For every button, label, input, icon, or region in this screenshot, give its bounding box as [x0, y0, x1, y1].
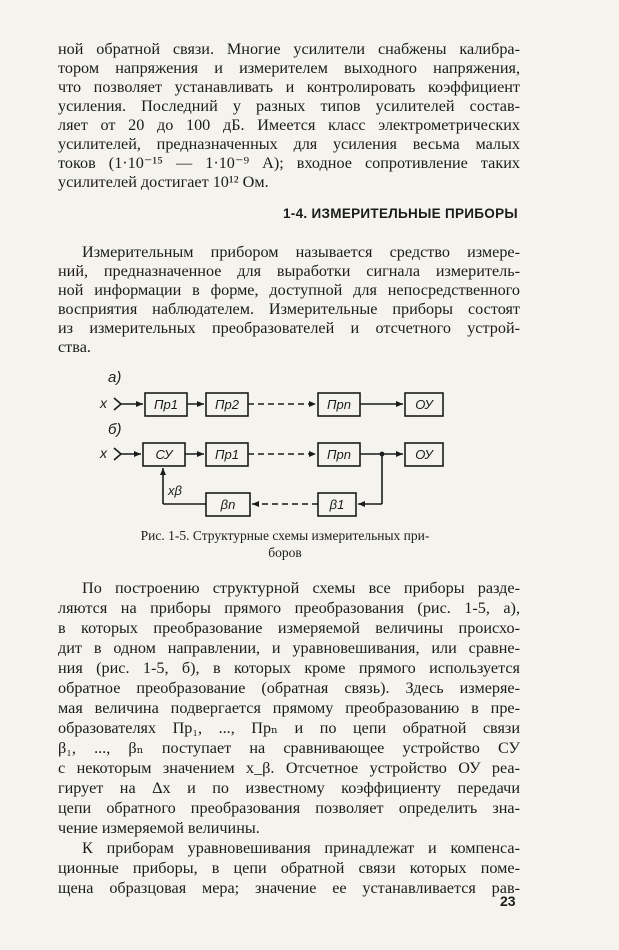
text-line: ляются на приборы прямого преобразования (рис. 1-5, а),	[58, 599, 520, 617]
block-pr1: Пр1	[154, 397, 178, 412]
text-line: ной обратной связи. Многие усилители снабжены калибра-	[58, 40, 520, 58]
text-line: ционные приборы, в цепи обратной связи которых поме-	[58, 859, 520, 877]
text-line: дит в одном направлении, и уравновешивания, или сравне-	[58, 639, 520, 657]
figure-label-b: б)	[108, 421, 122, 438]
figure-caption: Рис. 1-5. Структурные схемы измерительных при-	[140, 528, 430, 543]
text-line: ной информации в форме, доступной для непосредственного	[58, 281, 520, 299]
input-label: x	[100, 395, 107, 411]
text-line: токов (1·10⁻¹⁵ — 1·10⁻⁹ А); входное сопротивление таких	[58, 154, 520, 172]
text-line: ства.	[58, 338, 91, 356]
text-line: образователях Пр₁, ..., Прₙ и по цепи обратной связи	[58, 719, 520, 737]
block-prn: Прn	[327, 397, 351, 412]
text-line: тором напряжения и измерителем выходного напряжения,	[58, 59, 520, 77]
figure-caption: боров	[268, 545, 302, 560]
text-line: цепи обратного преобразования позволяет определить зна-	[58, 799, 520, 817]
text-line: чение измеряемой величины.	[58, 819, 260, 837]
block-beta-1: β1	[329, 497, 345, 512]
text-line: мая величина подвергается прямому преобразованию в пре-	[58, 699, 520, 717]
text-line: щена образцовая мера; значение ее устанавливается рав-	[58, 879, 520, 897]
feedback-label: xβ	[168, 483, 182, 498]
text-line: из измерительных преобразователей и отсчетного устрой-	[58, 319, 520, 337]
block-prn: Прn	[327, 447, 351, 462]
input-label: x	[100, 445, 107, 461]
text-line: что позволяет устанавливать и контролировать коэффициент	[58, 78, 520, 96]
text-line: ния (рис. 1-5, б), в которых кроме прямого используется	[58, 659, 520, 677]
block-pr1: Пр1	[215, 447, 239, 462]
page-number: 23	[500, 893, 516, 909]
text-line: усилителей, предназначенных для усиления весьма малых	[58, 135, 520, 153]
block-su: СУ	[155, 447, 173, 462]
text-line: с некоторым значением x_β. Отсчетное устройство ОУ реа-	[58, 759, 520, 777]
text-line: восприятия наблюдателем. Измерительные приборы состоят	[58, 300, 520, 318]
text-line: усиления. Последний у разных типов усилителей состав-	[58, 97, 520, 115]
block-beta-n: βn	[220, 497, 236, 512]
text-line: β₁, ..., βₙ поступает на сравнивающее устройство СУ	[58, 739, 520, 757]
text-line: К приборам уравновешивания принадлежат и компенса-	[82, 839, 520, 857]
block-ou: ОУ	[415, 447, 433, 462]
text-line: ляет от 20 до 100 дБ. Имеется класс электрометрических	[58, 116, 520, 134]
text-line: ний, предназначенное для выработки сигнала измеритель-	[58, 262, 520, 280]
figure-label-a: а)	[108, 369, 122, 386]
text-line: обратное преобразование (обратная связь). Здесь измеряе-	[58, 679, 520, 697]
text-line: гирует на Δx и по известному коэффициенту передачи	[58, 779, 520, 797]
block-ou: ОУ	[415, 397, 433, 412]
section-heading: 1-4. ИЗМЕРИТЕЛЬНЫЕ ПРИБОРЫ	[283, 206, 518, 221]
text-line: усилителей достигает 10¹² Ом.	[58, 173, 269, 191]
text-line: Измерительным прибором называется средство измере-	[82, 243, 520, 261]
block-pr2: Пр2	[215, 397, 239, 412]
block-diagram	[0, 362, 619, 532]
text-line: По построению структурной схемы все приборы разде-	[82, 579, 520, 597]
text-line: в которых преобразование измеряемой величины происхо-	[58, 619, 520, 637]
